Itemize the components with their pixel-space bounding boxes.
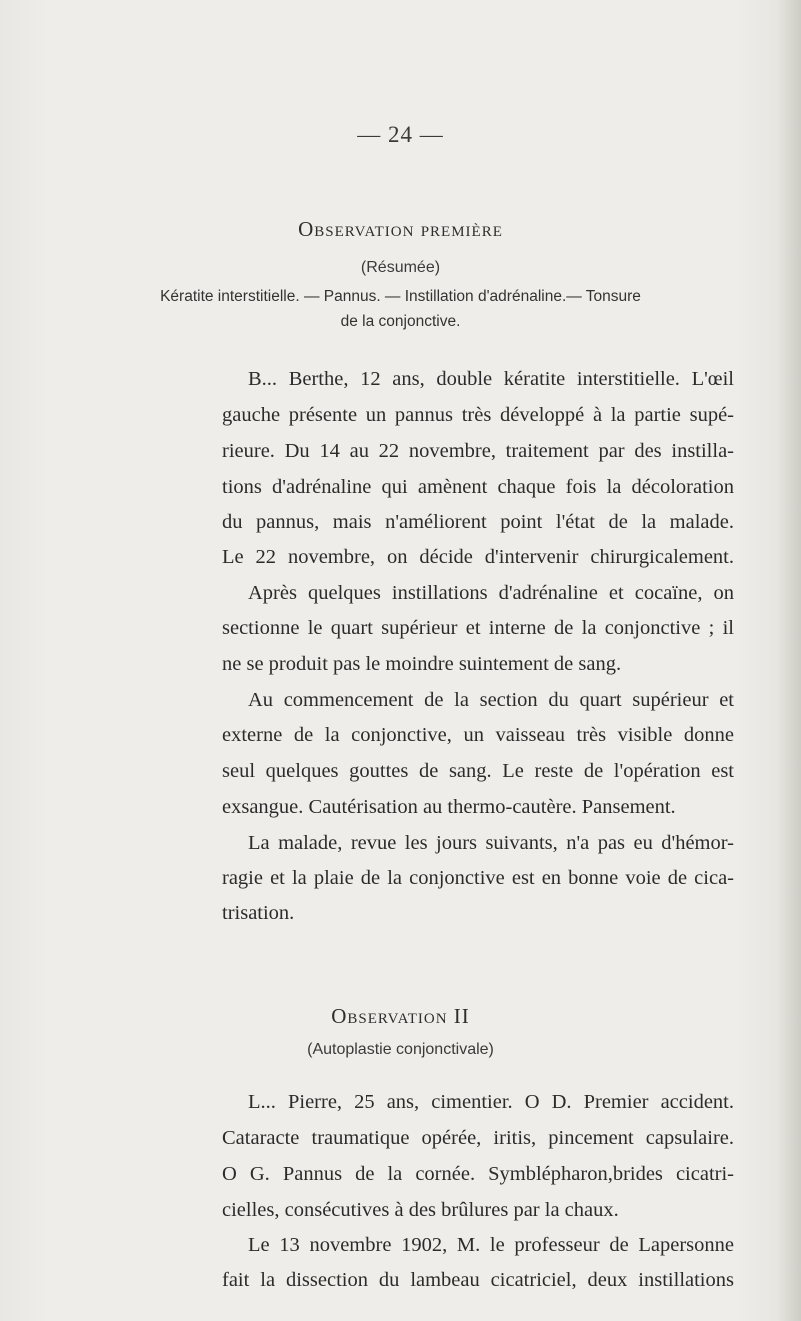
text-line: sectionne le quart supérieur et interne de la conjonctive ; il: [222, 617, 734, 639]
text-line: Le 22 novembre, on décide d'intervenir chirurgicalement.: [222, 546, 734, 568]
page-number: — 24 —: [357, 122, 444, 147]
observation-2-subheading: (Autoplastie conjonctivale): [307, 1041, 494, 1058]
text-line: La malade, revue les jours suivants, n'a pas eu d'hémor-: [248, 832, 734, 854]
text-line: O G. Pannus de la cornée. Symblépharon,brides cicatri-: [222, 1163, 734, 1185]
text-line: exsangue. Cautérisation au thermo-cautère. Pansement.: [222, 796, 676, 818]
text-line: trisation.: [222, 902, 295, 924]
text-line: gauche présente un pannus très développé à la partie supé-: [222, 404, 734, 426]
text-line: fait la dissection du lambeau cicatriciel, deux instillations: [222, 1269, 734, 1291]
text-line: rieure. Du 14 au 22 novembre, traitement par des instilla-: [222, 440, 734, 462]
text-line: Cataracte traumatique opérée, iritis, pincement capsulaire.: [222, 1127, 734, 1149]
page-edge-shadow: [777, 0, 801, 1321]
text-line: B... Berthe, 12 ans, double kératite interstitielle. L'œil: [248, 368, 734, 390]
text-line: Le 13 novembre 1902, M. le professeur de Lapersonne: [248, 1234, 734, 1256]
text-line: ne se produit pas le moindre suintement de sang.: [222, 653, 622, 675]
text-line: seul quelques gouttes de sang. Le reste de l'opération est: [222, 760, 734, 782]
text-line: Après quelques instillations d'adrénaline et cocaïne, on: [248, 582, 734, 604]
text-line: L... Pierre, 25 ans, cimentier. O D. Premier accident.: [248, 1091, 734, 1113]
observation-1-summary-line: de la conjonctive.: [340, 313, 461, 330]
text-line: du pannus, mais n'améliorent point l'état de la malade.: [222, 511, 734, 533]
observation-1-subheading: (Résumée): [360, 259, 441, 276]
text-line: cielles, consécutives à des brûlures par la chaux.: [222, 1199, 619, 1221]
text-line: externe de la conjonctive, un vaisseau très visible donne: [222, 724, 734, 746]
text-line: Au commencement de la section du quart supérieur et: [248, 689, 734, 711]
text-line: ragie et la plaie de la conjonctive est en bonne voie de cica-: [222, 867, 734, 889]
text-line: tions d'adrénaline qui amènent chaque fois la décoloration: [222, 476, 734, 498]
observation-1-heading: Observation première: [298, 217, 503, 241]
observation-2-heading: Observation II: [331, 1004, 470, 1028]
observation-1-summary-line: Kératite interstitielle. — Pannus. — Instillation d'adrénaline.— Tonsure: [160, 288, 641, 305]
